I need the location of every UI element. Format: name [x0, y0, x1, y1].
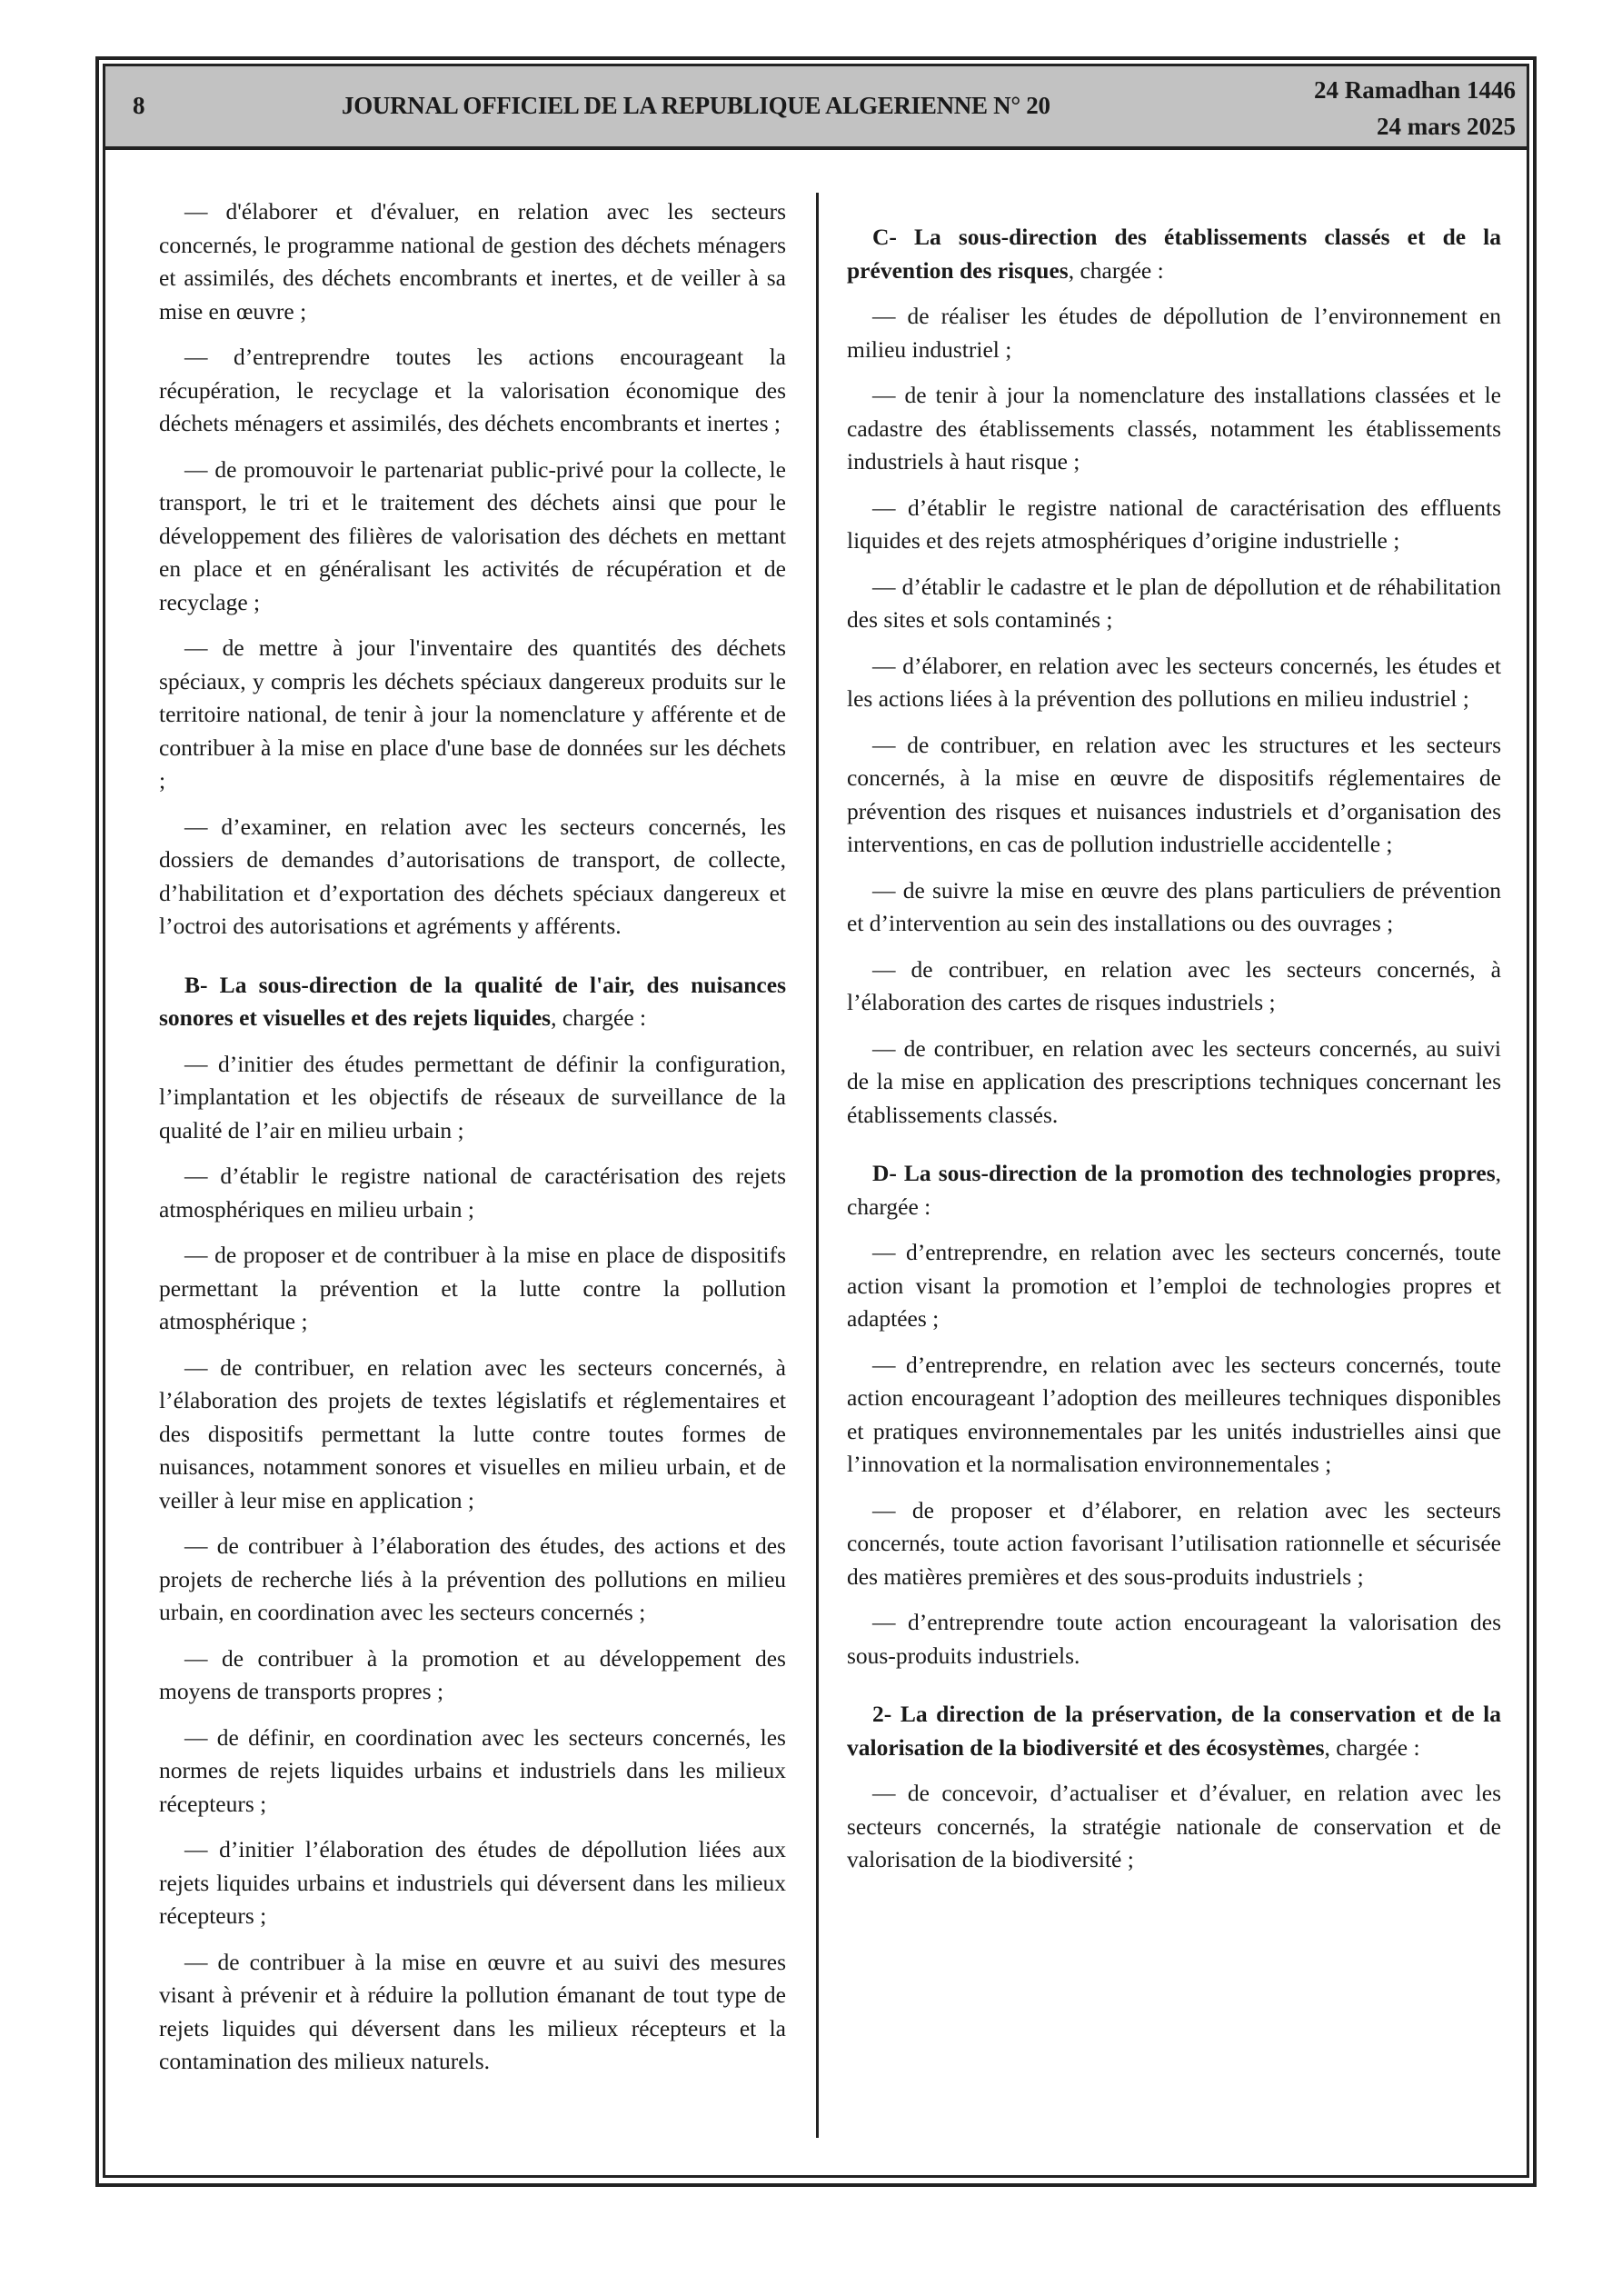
paragraph [847, 300, 1501, 366]
section-heading [159, 969, 786, 1035]
section-heading-title: 2- La direction de la préservation, de la conservation et de la valorisation de la biodiversité et des écosystèmes [847, 1701, 1501, 1761]
paragraph [159, 1946, 786, 2079]
issue-date [1314, 72, 1516, 145]
paragraph [159, 195, 786, 328]
section-heading [847, 221, 1501, 287]
paragraph-text: — de contribuer, en relation avec les secteurs concernés, à l’élaboration des cartes de risques industriels ; [847, 955, 1501, 1015]
paragraph [159, 1352, 786, 1518]
paragraph-text: — de contribuer, en relation avec les structures et les secteurs concernés, à la mise en œuvre de dispositifs réglementaires de prévention des risques et nuisances industriels et d’organisation des interventions, en cas de pollution industrielle accidentelle ; [847, 731, 1501, 857]
paragraph-text: — de définir, en coordination avec les secteurs concernés, les normes de rejets liquides urbains et industriels dans les milieux récepteurs ; [159, 1723, 786, 1817]
journal-title: JOURNAL OFFICIEL DE LA REPUBLIQUE ALGERIENNE N° 20 [342, 92, 1050, 119]
paragraph-text: — de proposer et de contribuer à la mise en place de dispositifs permettant la prévention et la lutte contre la pollution atmosphérique ; [159, 1242, 786, 1334]
paragraph [159, 1239, 786, 1339]
paragraph-text: — de contribuer, en relation avec les secteurs concernés, au suivi de la mise en application des prescriptions techniques concernant les établissements classés. [847, 1034, 1501, 1128]
paragraph-text: — d'élaborer et d'évaluer, en relation avec les secteurs concernés, le programme national de gestion des déchets ménagers et assimilés, des déchets encombrants et inertes, et de veiller à sa mise en œuvre ; [159, 198, 786, 324]
paragraph-text: — de réaliser les études de dépollution de l’environnement en milieu industriel ; [847, 303, 1501, 363]
paragraph [847, 1777, 1501, 1877]
section-heading [847, 1698, 1501, 1764]
paragraph-text: — d’élaborer, en relation avec les secteurs concernés, les études et les actions liées à la prévention des pollutions en milieu industriel ; [847, 652, 1501, 712]
paragraph [847, 492, 1501, 558]
section-heading-title: D- La sous-direction de la promotion des technologies propres [872, 1160, 1496, 1186]
column-divider [816, 193, 819, 2138]
paragraph [159, 341, 786, 441]
paragraph-text: — de contribuer, en relation avec les secteurs concernés, à l’élaboration des projets de textes législatifs et réglementaires et des dispositifs permettant la lutte contre toutes formes de nuisances, notamment sonores et visuelles en milieu urbain, et de veiller à leur mise en application ; [159, 1353, 786, 1513]
paragraph [159, 1160, 786, 1226]
left-column [159, 195, 786, 2091]
paragraph [847, 874, 1501, 941]
paragraph [847, 650, 1501, 716]
paragraph-text: — d’établir le cadastre et le plan de dépollution et de réhabilitation des sites et sols contaminés ; [847, 573, 1501, 633]
paragraph-text: — d’établir le registre national de caractérisation des effluents liquides et des rejets atmosphériques d’origine industrielle ; [847, 494, 1501, 554]
paragraph [847, 1236, 1501, 1336]
paragraph-text: — de promouvoir le partenariat public-privé pour la collecte, le transport, le tri et le traitement des déchets ainsi que pour le développement des filières de valorisation des déchets en mettant en place et en généralisant les activités de récupération et de recyclage ; [159, 455, 786, 615]
paragraph [159, 632, 786, 798]
paragraph-text: — d’initier des études permettant de définir la configuration, l’implantation et les objectifs de réseaux de surveillance de la qualité de l’air en milieu urbain ; [159, 1050, 786, 1143]
paragraph [159, 1530, 786, 1630]
paragraph [159, 1833, 786, 1933]
paragraph [159, 1722, 786, 1822]
paragraph-text: , chargée : [551, 1004, 647, 1031]
paragraph-text: — d’entreprendre toutes les actions encourageant la récupération, le recyclage et la valorisation économique des déchets ménagers et assimilés, des déchets encombrants et inertes ; [159, 344, 786, 436]
date-hijri: 24 Ramadhan 1446 [1313, 76, 1516, 104]
paragraph-text: — de proposer et d’élaborer, en relation avec les secteurs concernés, toute action favorisant l’utilisation rationnelle et sécurisée des matières premières et des sous-produits industriels ; [847, 1496, 1501, 1590]
paragraph [847, 1349, 1501, 1482]
date-gregorian: 24 mars 2025 [1377, 113, 1516, 140]
paragraph-text: — de contribuer à la mise en œuvre et au suivi des mesures visant à prévenir et à réduire la pollution émanant de tout type de rejets liquides qui déversent dans les milieux récepteurs et la contamination des milieux naturels. [159, 1948, 786, 2074]
paragraph-text: , chargée : [1324, 1733, 1420, 1761]
paragraph [847, 571, 1501, 637]
paragraph [847, 1606, 1501, 1672]
paragraph [847, 1494, 1501, 1594]
paragraph-text: — de contribuer à la promotion et au développement des moyens de transports propres ; [159, 1644, 786, 1704]
paragraph-text: — de concevoir, d’actualiser et d’évaluer, en relation avec les secteurs concernés, la stratégie nationale de conservation et de valorisation de la biodiversité ; [847, 1780, 1501, 1872]
paragraph [847, 379, 1501, 479]
paragraph-text: — de contribuer à l’élaboration des études, des actions et des projets de recherche liés à la prévention des pollutions en milieu urbain, en coordination avec les secteurs concernés ; [159, 1532, 786, 1625]
section-heading-title: C- La sous-direction des établissements classés et de la prévention des risques [847, 224, 1501, 284]
paragraph [847, 953, 1501, 1020]
paragraph [159, 1642, 786, 1709]
paragraph-text: — d’entreprendre, en relation avec les secteurs concernés, toute action encourageant l’adoption des meilleures techniques disponibles et pratiques environnementales par les unités industrielles ainsi que l’innovation et la normalisation environnementales ; [847, 1351, 1501, 1477]
paragraph-text: — d’établir le registre national de caractérisation des rejets atmosphériques en milieu urbain ; [159, 1163, 786, 1223]
right-column [847, 195, 1501, 1890]
paragraph-text: — d’entreprendre, en relation avec les secteurs concernés, toute action visant la promotion et l’emploi de technologies propres et adaptées ; [847, 1239, 1501, 1332]
paragraph [159, 454, 786, 620]
paragraph-text: — de suivre la mise en œuvre des plans particuliers de prévention et d’intervention au sein des installations ou des ouvrages ; [847, 876, 1501, 936]
paragraph-text: — d’entreprendre toute action encourageant la valorisation des sous-produits industriels. [847, 1609, 1501, 1669]
journal-header [105, 66, 1527, 150]
page-number: 8 [133, 92, 145, 119]
section-heading-title: B- La sous-direction de la qualité de l'air, des nuisances sonores et visuelles et des rejets liquides [159, 971, 786, 1031]
paragraph-text: — d’examiner, en relation avec les secteurs concernés, les dossiers de demandes d’autorisations de transport, de collecte, d’habilitation et d’exportation des déchets spéciaux dangereux et l’octroi des autorisations et agréments y afférents. [159, 813, 786, 939]
paragraph [847, 1033, 1501, 1133]
section-heading [847, 1157, 1501, 1223]
paragraph-text: — d’initier l’élaboration des études de dépollution liées aux rejets liquides urbains et industriels qui déversent dans les milieux récepteurs ; [159, 1836, 786, 1929]
paragraph-text: , chargée : [847, 1160, 1501, 1220]
paragraph [159, 1048, 786, 1148]
paragraph-text: , chargée : [1068, 256, 1164, 284]
paragraph [159, 811, 786, 943]
paragraph-text: — de mettre à jour l'inventaire des quantités des déchets spéciaux, y compris les déchets spéciaux dangereux produits sur le territoire national, de tenir à jour la nomenclature y afférente et de contribuer à la mise en place d'une base de données sur les déchets ; [159, 634, 786, 794]
paragraph [847, 729, 1501, 862]
paragraph-text: — de tenir à jour la nomenclature des installations classées et le cadastre des établissements classés, notamment les établissements industriels à haut risque ; [847, 382, 1501, 474]
